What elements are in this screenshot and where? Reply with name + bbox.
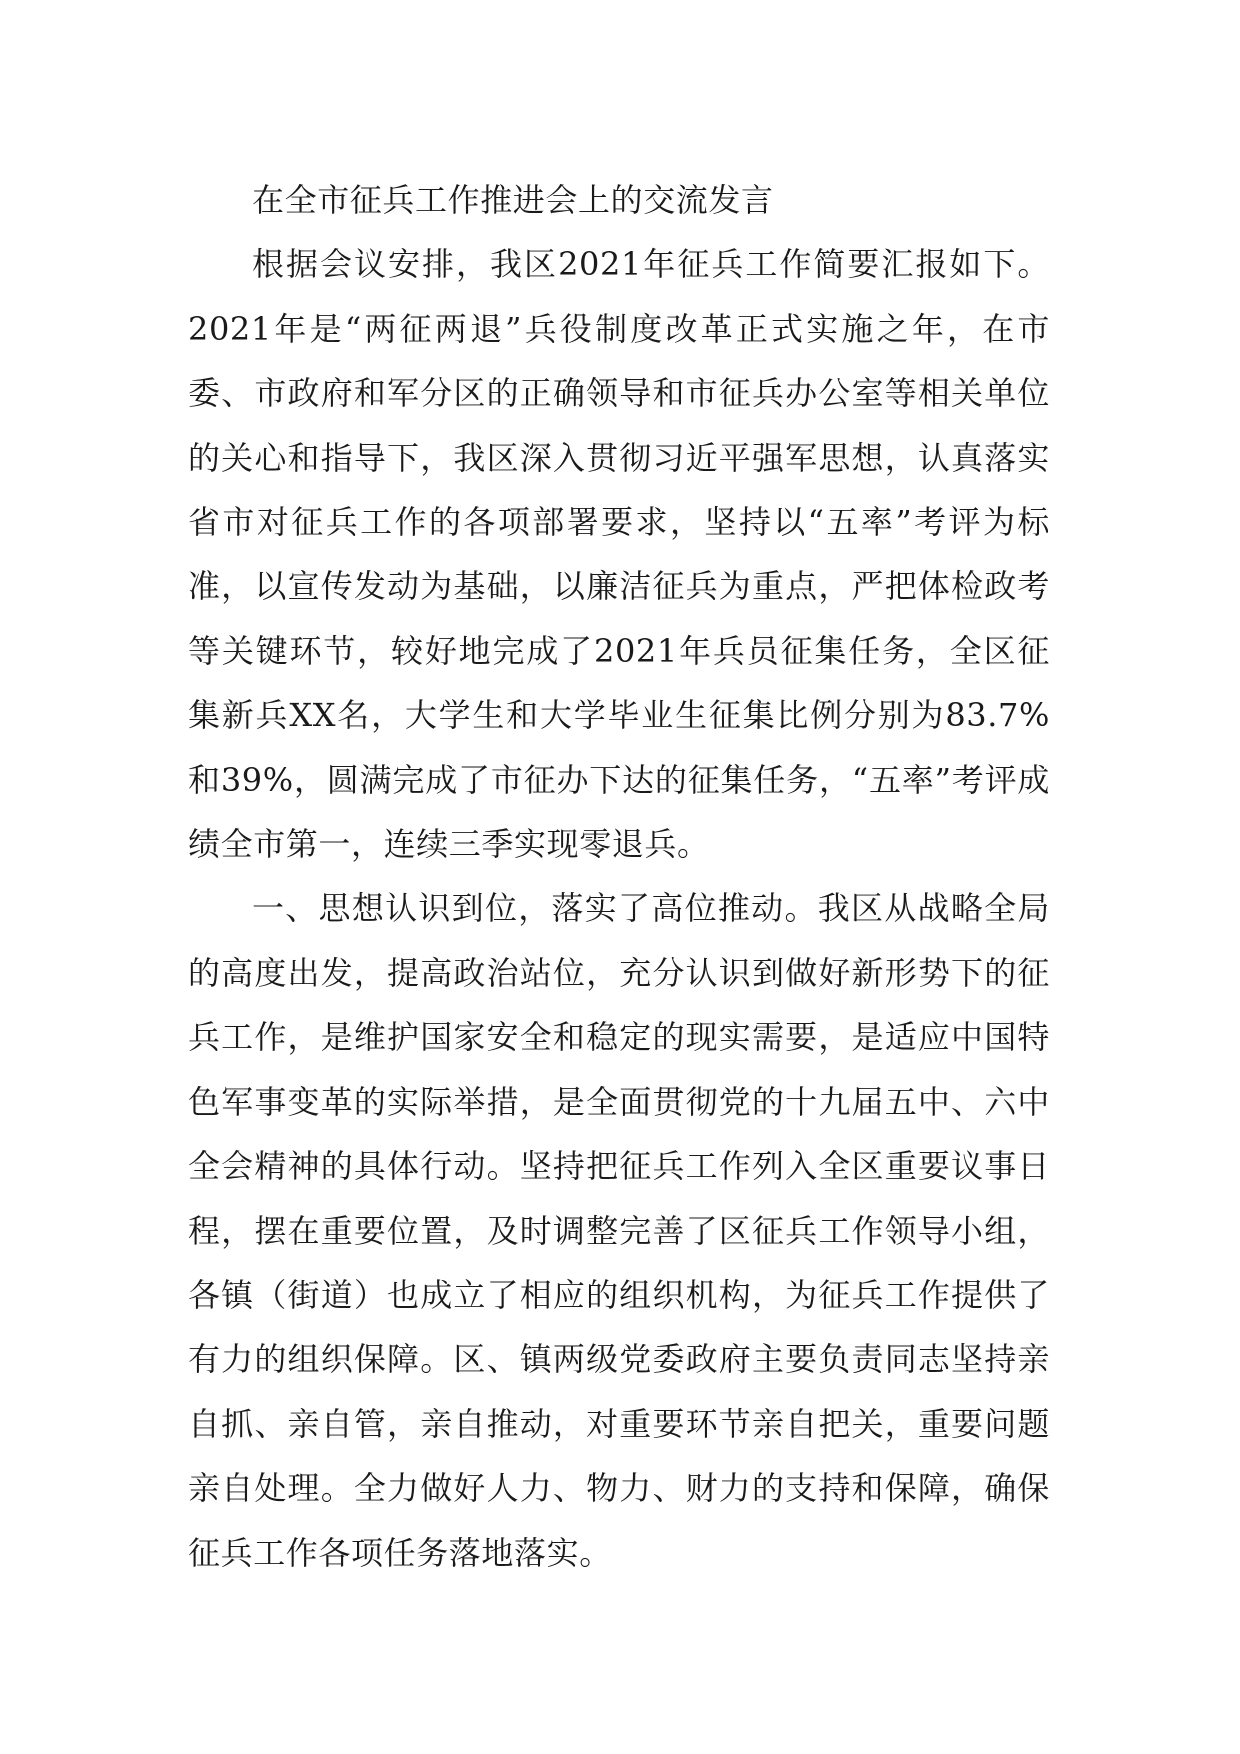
paragraph-section-1: 一、思想认识到位，落实了高位推动。我区从战略全局的高度出发，提高政治站位，充分认识到做好新形势下的征兵工作，是维护国家安全和稳定的现实需要，是适应中国特色军事变革的实际举措，是全面贯彻党的十九届五中、六中全会精神的具体行动。坚持把征兵工作列入全区重要议事日程，摆在重要位置，及时调整完善了区征兵工作领导小组，各镇（街道）也成立了相应的组织机构，为征兵工作提供了有力的组织保障。区、镇两级党委政府主要负责同志坚持亲自抓、亲自管，亲自推动，对重要环节亲自把关，重要问题亲自处理。全力做好人力、物力、财力的支持和保障，确保征兵工作各项任务落地落实。 [188,889,1050,1572]
document-title: 在全市征兵工作推进会上的交流发言 [252,181,774,219]
document-body [188,168,1050,1585]
paragraph-intro: 根据会议安排，我区2021年征兵工作简要汇报如下。2021年是“两征两退”兵役制度改革正式实施之年，在市委、市政府和军分区的正确领导和市征兵办公室等相关单位的关心和指导下，我区深入贯彻习近平强军思想，认真落实省市对征兵工作的各项部署要求，坚持以“五率”考评为标准，以宣传发动为基础，以廉洁征兵为重点，严把体检政考等关键环节，较好地完成了2021年兵员征集任务，全区征集新兵XX名，大学生和大学毕业生征集比例分别为83.7%和39%，圆满完成了市征办下达的征集任务，“五率”考评成绩全市第一，连续三季实现零退兵。 [188,245,1050,864]
